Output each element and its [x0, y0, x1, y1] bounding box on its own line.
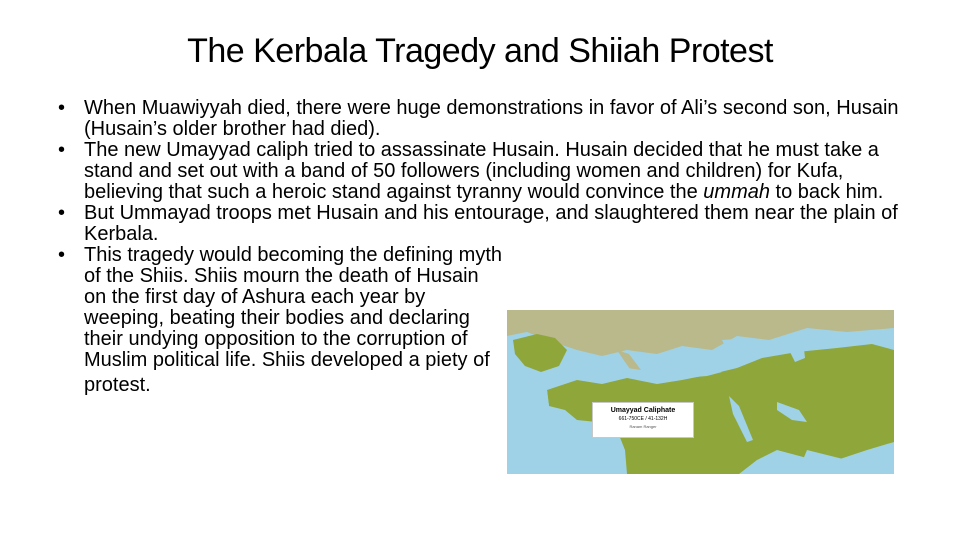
bullet-text: But Ummayad troops met Husain and his entourage, and slaughtered them near the plain of Kerbala.	[84, 202, 898, 245]
bullet-icon: •	[58, 139, 66, 161]
map-caption-title: Umayyad Caliphate	[610, 407, 676, 414]
map-caption	[592, 402, 694, 438]
bullet-text: The new Umayyad caliph tried to assassinate Husain. Husain decided that he must take a stand and set out with a band of 50 followers (including women and children) for Kufa, believing that such a heroic stand against tyranny would convince the ummah to back him.	[84, 139, 884, 203]
bullet-icon: •	[58, 97, 66, 119]
bullet-text-last-line: protest.	[84, 374, 151, 396]
map-graphic	[507, 310, 894, 474]
bullet-item	[58, 203, 918, 245]
map-caption-dates: 661-750CE / 41-132H	[618, 416, 668, 422]
bullet-icon: •	[58, 202, 66, 224]
umayyad-caliphate-map	[507, 310, 894, 474]
emphasis-ummah: ummah	[703, 181, 770, 203]
black-sea	[722, 338, 765, 352]
atlantic-ocean	[507, 370, 549, 420]
slide-title: The Kerbala Tragedy and Shiiah Protest	[187, 32, 773, 70]
bullet-icon: •	[58, 244, 66, 266]
bullet-text: When Muawiyyah died, there were huge demonstrations in favor of Ali’s second son, Husain (Husain’s older brother had died).	[84, 97, 899, 140]
bullet-item	[58, 140, 918, 203]
bullet-item	[58, 98, 918, 140]
map-caption-credit: Ranam Ranger	[629, 424, 657, 429]
bullet-text: This tragedy would becoming the defining myth of the Shiis. Shiis mourn the death of Husain on the first day of Ashura each year by weeping, beating their bodies and declaring their undying opposition to the corruption of Muslim political life. Shiis developed a piety of	[84, 244, 503, 371]
